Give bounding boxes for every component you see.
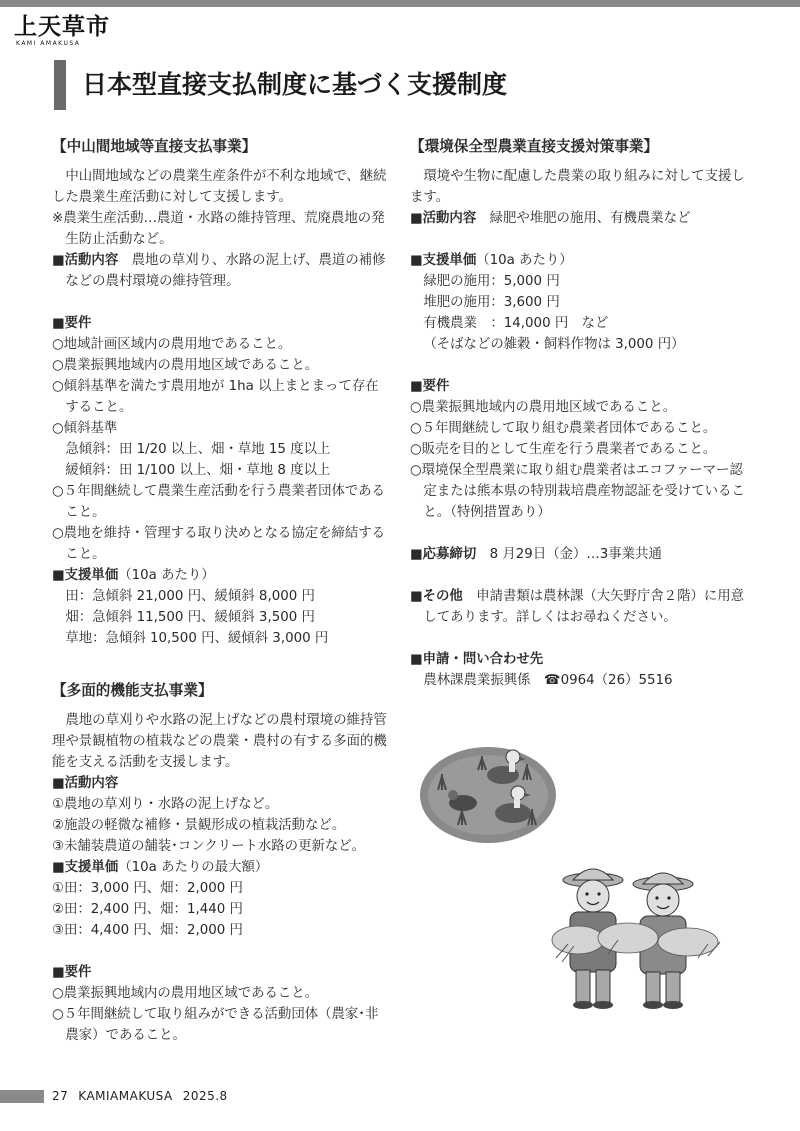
section-heading-tamenteki: 【多面的機能支払事業】	[52, 682, 213, 699]
activity-item: ②施設の軽微な補修・景観形成の植栽活動など。	[52, 818, 346, 833]
footer-bar	[0, 1090, 44, 1103]
requirement-item: ○販売を目的として生産を行う農業者であること。	[410, 442, 717, 457]
activity-item: ③未舗装農道の舗装･コンクリート水路の更新など。	[52, 839, 366, 854]
price-item: 田：急傾斜 21,000 円、緩傾斜 8,000 円	[65, 589, 315, 604]
price-heading	[52, 857, 390, 878]
requirements-label: ■要件	[52, 316, 92, 331]
contact-department: 農林課農業振興係	[423, 673, 531, 688]
price-item: 草地：急傾斜 10,500 円、緩傾斜 3,000 円	[65, 631, 329, 646]
activity-label: ■活動内容	[52, 253, 119, 268]
logo-main-text: 上天草市	[14, 13, 110, 40]
price-heading	[52, 565, 390, 586]
logo-sub-text: KAMI AMAKUSA	[16, 40, 81, 47]
section-note: ※農業生産活動…農道・水路の維持管理、荒廃農地の発生防止活動など。	[52, 211, 385, 247]
requirement-item: ○農地を維持・管理する取り決めとなる協定を締結すること。	[52, 526, 386, 562]
section-intro: 環境や生物に配慮した農業の取り組みに対して支援します。	[410, 169, 745, 205]
page-title: 日本型直接支払制度に基づく支援制度	[82, 70, 508, 99]
other-label: ■その他	[410, 589, 463, 604]
publication-name: KAMIAMAKUSA	[78, 1089, 173, 1103]
section-heading-kankyo: 【環境保全型農業直接支援対策事業】	[410, 138, 659, 155]
requirement-item: ○５年間継続して取り組む農業者団体であること。	[410, 421, 717, 436]
requirement-item: ○５年間継続して農業生産活動を行う農業者団体であること。	[52, 484, 386, 520]
price-heading	[410, 250, 754, 271]
price-item: 堆肥の施用：3,600 円	[423, 295, 560, 310]
city-logo	[14, 14, 124, 48]
price-unit: （10a あたり）	[476, 253, 573, 268]
price-item: ①田：3,000 円、畑：2,000 円	[52, 881, 243, 896]
section-heading-chusankan: 【中山間地域等直接支払事業】	[52, 138, 257, 155]
activity-item: ①農地の草刈り・水路の泥上げなど。	[52, 797, 279, 812]
title-accent-bar	[54, 60, 66, 110]
slope-criterion: 緩傾斜：田 1/100 以上、畑・草地 8 度以上	[65, 463, 331, 478]
other-text: 申請書類は農林課（大矢野庁舎２階）に用意してあります。詳しくはお尋ねください。	[423, 589, 745, 625]
activity-block	[52, 250, 390, 292]
requirement-item: ○環境保全型農業に取り組む農業者はエコファーマー認定または熊本県の特別栽培農産物認証を受けていること。（特例措置あり）	[410, 463, 745, 520]
requirements-label: ■要件	[410, 379, 450, 394]
price-item: 有機農業 ：14,000 円 など	[423, 316, 609, 331]
page-number: 27	[52, 1089, 69, 1103]
page-title-block	[54, 60, 754, 110]
requirement-item: ○農業振興地域内の農用地区域であること。	[52, 358, 319, 373]
activity-block	[410, 208, 754, 229]
price-label: ■支援単価	[52, 860, 119, 875]
contact-label: ■申請・問い合わせ先	[410, 652, 544, 667]
section-intro: 農地の草刈りや水路の泥上げなどの農村環境の維持管理や景観植物の植栽などの農業・農村の有する多面的機能を支える活動を支援します。	[52, 713, 387, 770]
left-column	[52, 136, 390, 1046]
activity-text: 緑肥や堆肥の施用、有機農業など	[489, 211, 691, 226]
deadline-block	[410, 544, 754, 565]
requirement-item: ○傾斜基準	[52, 421, 118, 436]
requirement-item: ○傾斜基準を満たす農用地が 1ha 以上まとまって存在すること。	[52, 379, 379, 415]
issue-date: 2025.8	[182, 1089, 228, 1103]
price-label: ■支援単価	[410, 253, 477, 268]
other-block	[410, 586, 754, 628]
price-unit: （10a あたり）	[118, 568, 215, 583]
activity-label: ■活動内容	[410, 211, 477, 226]
deadline-text: 8 月29日（金）…3事業共通	[489, 547, 662, 562]
contact-phone: ☎0964（26）5516	[543, 673, 673, 688]
slope-criterion: 急傾斜：田 1/20 以上、畑・草地 15 度以上	[65, 442, 331, 457]
requirements-label: ■要件	[52, 965, 92, 980]
requirement-item: ○５年間継続して取り組みができる活動団体（農家･非農家）であること。	[52, 1007, 379, 1043]
farmers-illustration	[548, 858, 728, 1018]
price-item: （そばなどの雑穀・飼料作物は 3,000 円）	[423, 337, 685, 352]
requirement-item: ○地域計画区域内の農用地であること。	[52, 337, 292, 352]
activity-label: ■活動内容	[52, 776, 119, 791]
right-column	[410, 136, 754, 691]
price-label: ■支援単価	[52, 568, 119, 583]
price-item: ②田：2,400 円、畑：1,440 円	[52, 902, 243, 917]
price-unit: （10a あたりの最大額）	[118, 860, 269, 875]
deadline-label: ■応募締切	[410, 547, 477, 562]
price-item: 緑肥の施用：5,000 円	[423, 274, 560, 289]
requirement-item: ○農業振興地域内の農用地区域であること。	[410, 400, 677, 415]
top-bar	[0, 0, 800, 7]
price-item: ③田：4,400 円、畑：2,000 円	[52, 923, 243, 938]
price-item: 畑：急傾斜 11,500 円、緩傾斜 3,500 円	[65, 610, 315, 625]
duck-paddy-illustration	[418, 735, 558, 845]
requirement-item: ○農業振興地域内の農用地区域であること。	[52, 986, 319, 1001]
activity-text: 農地の草刈り、水路の泥上げ、農道の補修などの農村環境の維持管理。	[65, 253, 386, 289]
contact-line	[410, 670, 754, 691]
section-intro: 中山間地域などの農業生産条件が不利な地域で、継続した農業生産活動に対して支援します。	[52, 169, 387, 205]
footer	[52, 1088, 238, 1104]
